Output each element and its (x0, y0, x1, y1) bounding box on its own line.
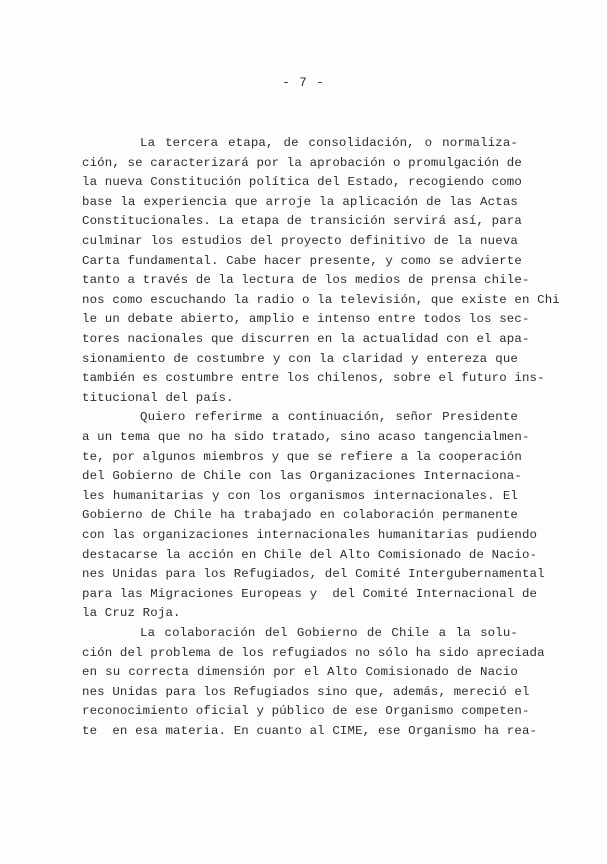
text-line: para las Migraciones Europeas y del Comité Internacional de (82, 586, 538, 601)
text-line: te, por algunos miembros y que se refiere a la cooperación (82, 449, 522, 464)
text-line: a un tema que no ha sido tratado, sino acaso tangencialmen- (82, 430, 530, 444)
text-line: la nueva Constitución política del Estado, recogiendo como (82, 175, 522, 190)
text-line: Gobierno de Chile ha trabajado en colaboración permanente (82, 508, 518, 523)
text-line: la Cruz Roja. (82, 606, 181, 621)
text-line: culminar los estudios del proyecto definitivo de la nueva (82, 234, 518, 248)
text-line: te en esa materia. En cuanto al CIME, ese Organismo ha rea- (82, 724, 538, 738)
text-line: también es costumbre entre los chilenos, sobre el futuro ins- (82, 371, 545, 386)
text-line: titucional del país. (82, 390, 234, 405)
text-line: ción, se caracterizará por la aprobación o promulgación de (82, 155, 522, 170)
text-line: del Gobierno de Chile con las Organizaciones Internaciona- (82, 469, 522, 484)
page-number: - 7 - (282, 76, 325, 90)
text-line: les humanitarias y con los organismos internacionales. El (82, 488, 518, 503)
text-line: destacarse la acción en Chile del Alto Comisionado de Nacio- (82, 547, 538, 562)
text-line: Quiero referirme a continuación, señor Presidente (140, 410, 518, 425)
text-line: ción del problema de los refugiados no sólo ha sido apreciada (82, 645, 545, 660)
text-line: le un debate abierto, amplio e intenso entre todos los sec- (82, 312, 530, 327)
text-line: nes Unidas para los Refugiados, del Comité Intergubernamental (82, 567, 545, 582)
text-line: en su correcta dimensión por el Alto Comisionado de Nacio (82, 665, 518, 680)
text-line: con las organizaciones internacionales humanitarias pudiendo (82, 528, 538, 542)
text-line: nes Unidas para los Refugiados sino que, además, mereció el (82, 684, 530, 699)
text-line: La colaboración del Gobierno de Chile a la solu- (140, 626, 518, 640)
text-line: reconocimiento oficial y público de ese Organismo competen- (82, 704, 530, 719)
text-line: sionamiento de costumbre y con la claridad y entereza que (82, 351, 518, 366)
text-line: tanto a través de la lectura de los medios de prensa chile- (82, 273, 530, 288)
text-line: tores nacionales que discurren en la actualidad con el apa- (82, 332, 530, 346)
text-line: nos como escuchando la radio o la televisión, que existe en Chi (82, 292, 560, 307)
text-line: base la experiencia que arroje la aplicación de las Actas (82, 194, 518, 209)
text-line: Carta fundamental. Cabe hacer presente, y como se advierte (82, 253, 522, 268)
text-line: Constitucionales. La etapa de transición servirá así, para (82, 214, 522, 229)
text-line: La tercera etapa, de consolidación, o normaliza- (140, 136, 518, 150)
